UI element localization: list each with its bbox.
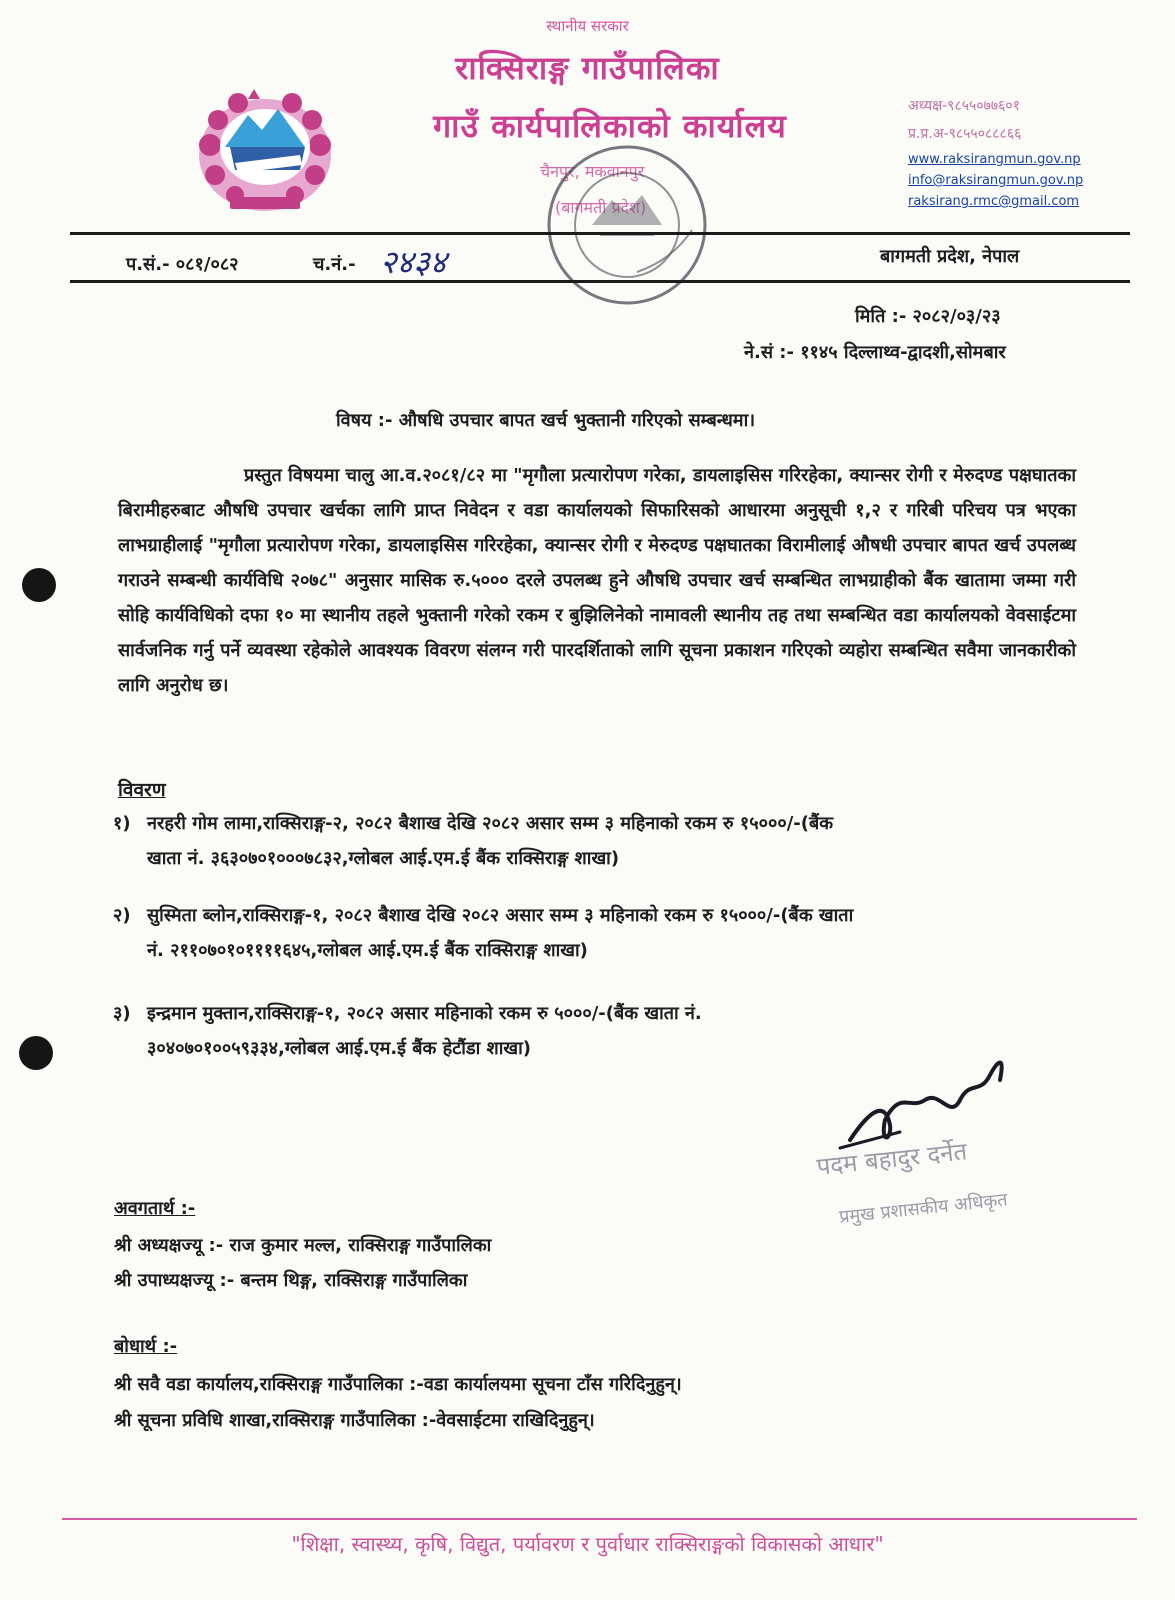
contact-cao-phone: प्र.प्र.अ-९८५५०८८८६६ xyxy=(908,126,1022,142)
reference-number: प.सं.- ०८१/०८२ xyxy=(126,254,239,275)
office-address: चैनपुर, मकवानपुर xyxy=(540,162,645,181)
cc-action-heading: बोधार्थ :- xyxy=(114,1336,178,1357)
detail-item-line2: खाता नं. ३६३०७०१०००७८३२,ग्लोबल आई.एम.ई बैंक राक्सिराङ्ग शाखा) xyxy=(147,848,620,869)
dispatch-number-handwritten: २४३४ xyxy=(380,243,447,281)
detail-item-number: २) xyxy=(113,905,131,926)
punch-hole-bottom xyxy=(19,1036,53,1070)
cc-action-item-wards: श्री सवै वडा कार्यालय,राक्सिराङ्ग गाउँपालिका :-वडा कार्यालयमा सूचना टाँस गरिदिनुहुन्। xyxy=(114,1374,682,1395)
letter-subject: विषय :- औषधि उपचार बापत खर्च भुक्तानी गरिएको सम्बन्धमा। xyxy=(336,410,756,431)
header-rule-bottom xyxy=(70,280,1130,283)
office-province: (बागमती प्रदेश) xyxy=(555,198,647,217)
website-link[interactable]: www.raksirangmun.gov.np xyxy=(908,152,1081,167)
details-heading: विवरण xyxy=(118,779,166,801)
government-line: स्थानीय सरकार xyxy=(546,17,629,35)
detail-item-number: १) xyxy=(113,813,131,834)
office-seal-stamp xyxy=(542,140,712,310)
nepal-sambat-date: ने.सं :- ११४५ दिल्लाथ्व-द्वादशी,सोमबार xyxy=(744,342,1006,363)
detail-item-line1: नरहरी गोम लामा,राक्सिराङ्ग-२, २०८२ बैशाख देखि २०८२ असार सम्म ३ महिनाको रकम रु १५०००/-(बैंक xyxy=(147,813,834,834)
letter-body: प्रस्तुत विषयमा चालु आ.व.२०८१/८२ मा "मृगौला प्रत्यारोपण गरेका, डायलाइसिस गरिरहेका, क्यान्सर रोगी र मेरुदण्ड पक्षघातका बिरामीहरुबाट औषधि उपचार खर्चका लागि प्राप्त निवेदन र वडा कार्यालयको सिफारिसको आधारमा अनुसूची १,२ र गरिबी परिचय पत्र भएका लाभग्राहीलाई "मृगौला प्रत्यारोपण गरेका, डायलाइसिस गरिरहेका, क्यान्सर रोगी र मेरुदण्ड पक्षघातका विरामीलाई औषधी उपचार बापत खर्च उपलब्ध गराउने सम्बन्धी कार्यविधि २०७८" अनुसार मासिक रु.५००० दरले उपलब्ध हुने औषधि उपचार खर्च सम्बन्धित लाभग्राहीको बैंक खातामा जम्मा गरी सोहि कार्यविधिको दफा १० मा स्थानीय तहले भुक्तानी गरेको रकम र बुझिलिनेको नामावली स्थानीय तह तथा सम्बन्धित वडा कार्यालयको वेवसाईटमा सार्वजनिक गर्नु पर्ने व्यवस्था रहेकोले आवश्यक विवरण संलग्न गरी पारदर्शिताको लागि सूचना प्रकाशन गरिएको व्यहोरा सम्बन्धित सवैमा जानकारीको लागि अनुरोध छ। xyxy=(118,465,1076,696)
municipality-name: राक्सिराङ्ग गाउँपालिका xyxy=(455,49,720,87)
letter-date: मिति :- २०८२/०३/२३ xyxy=(855,306,1001,327)
dispatch-label: च.नं.- xyxy=(313,254,356,275)
contact-chair-phone: अध्यक्ष-९८५५०७७६०१ xyxy=(908,98,1020,114)
detail-item-number: ३) xyxy=(113,1003,131,1024)
cc-info-item-chair: श्री अध्यक्षज्यू :- राज कुमार मल्ल, राक्सिराङ्ग गाउँपालिका xyxy=(114,1235,492,1256)
email-link-info[interactable]: info@raksirangmun.gov.np xyxy=(908,173,1084,188)
detail-item-line2: नं. २११०७०१०११११६४५,ग्लोबल आई.एम.ई बैंक राक्सिराङ्ग शाखा) xyxy=(147,940,588,961)
nepal-emblem-logo xyxy=(190,85,340,215)
cc-info-heading: अवगतार्थ :- xyxy=(114,1198,196,1219)
detail-item-line2: ३०४०७०१००५९३३४,ग्लोबल आई.एम.ई बैंक हेटौंडा शाखा) xyxy=(147,1038,532,1059)
detail-item-2 xyxy=(113,898,1073,968)
detail-item-line1: सुस्मिता ब्लोन,राक्सिराङ्ग-१, २०८२ बैशाख देखि २०८२ असार सम्म ३ महिनाको रकम रु १५०००/-(बैंक खाता xyxy=(147,905,854,926)
office-name: गाउँ कार्यपालिकाको कार्यालय xyxy=(433,107,787,145)
cc-action-item-it: श्री सूचना प्रविधि शाखा,राक्सिराङ्ग गाउँपालिका :-वेवसाईटमा राखिदिनुहुन्। xyxy=(114,1410,595,1431)
detail-item-1 xyxy=(113,806,1073,876)
footer-motto: "शिक्षा, स्वास्थ्य, कृषि, विद्युत, पर्यावरण र पुर्वाधार राक्सिराङ्गको विकासको आधार" xyxy=(291,1532,884,1556)
punch-hole-top xyxy=(22,568,56,602)
email-link-gmail[interactable]: raksirang.rmc@gmail.com xyxy=(908,194,1080,209)
province-label: बागमती प्रदेश, नेपाल xyxy=(880,246,1020,267)
signer-name: पदम बहादुर दर्नेत xyxy=(815,1137,969,1181)
signer-title: प्रमुख प्रशासकीय अधिकृत xyxy=(838,1189,1009,1228)
header-rule-top xyxy=(70,232,1130,235)
detail-item-line1: इन्द्रमान मुक्तान,राक्सिराङ्ग-१, २०८२ असार महिनाको रकम रु ५०००/-(बैंक खाता नं. xyxy=(147,1003,702,1024)
footer-rule xyxy=(62,1518,1137,1520)
cc-info-item-vice-chair: श्री उपाध्यक्षज्यू :- बन्तम थिङ्ग, राक्सिराङ्ग गाउँपालिका xyxy=(114,1270,468,1291)
